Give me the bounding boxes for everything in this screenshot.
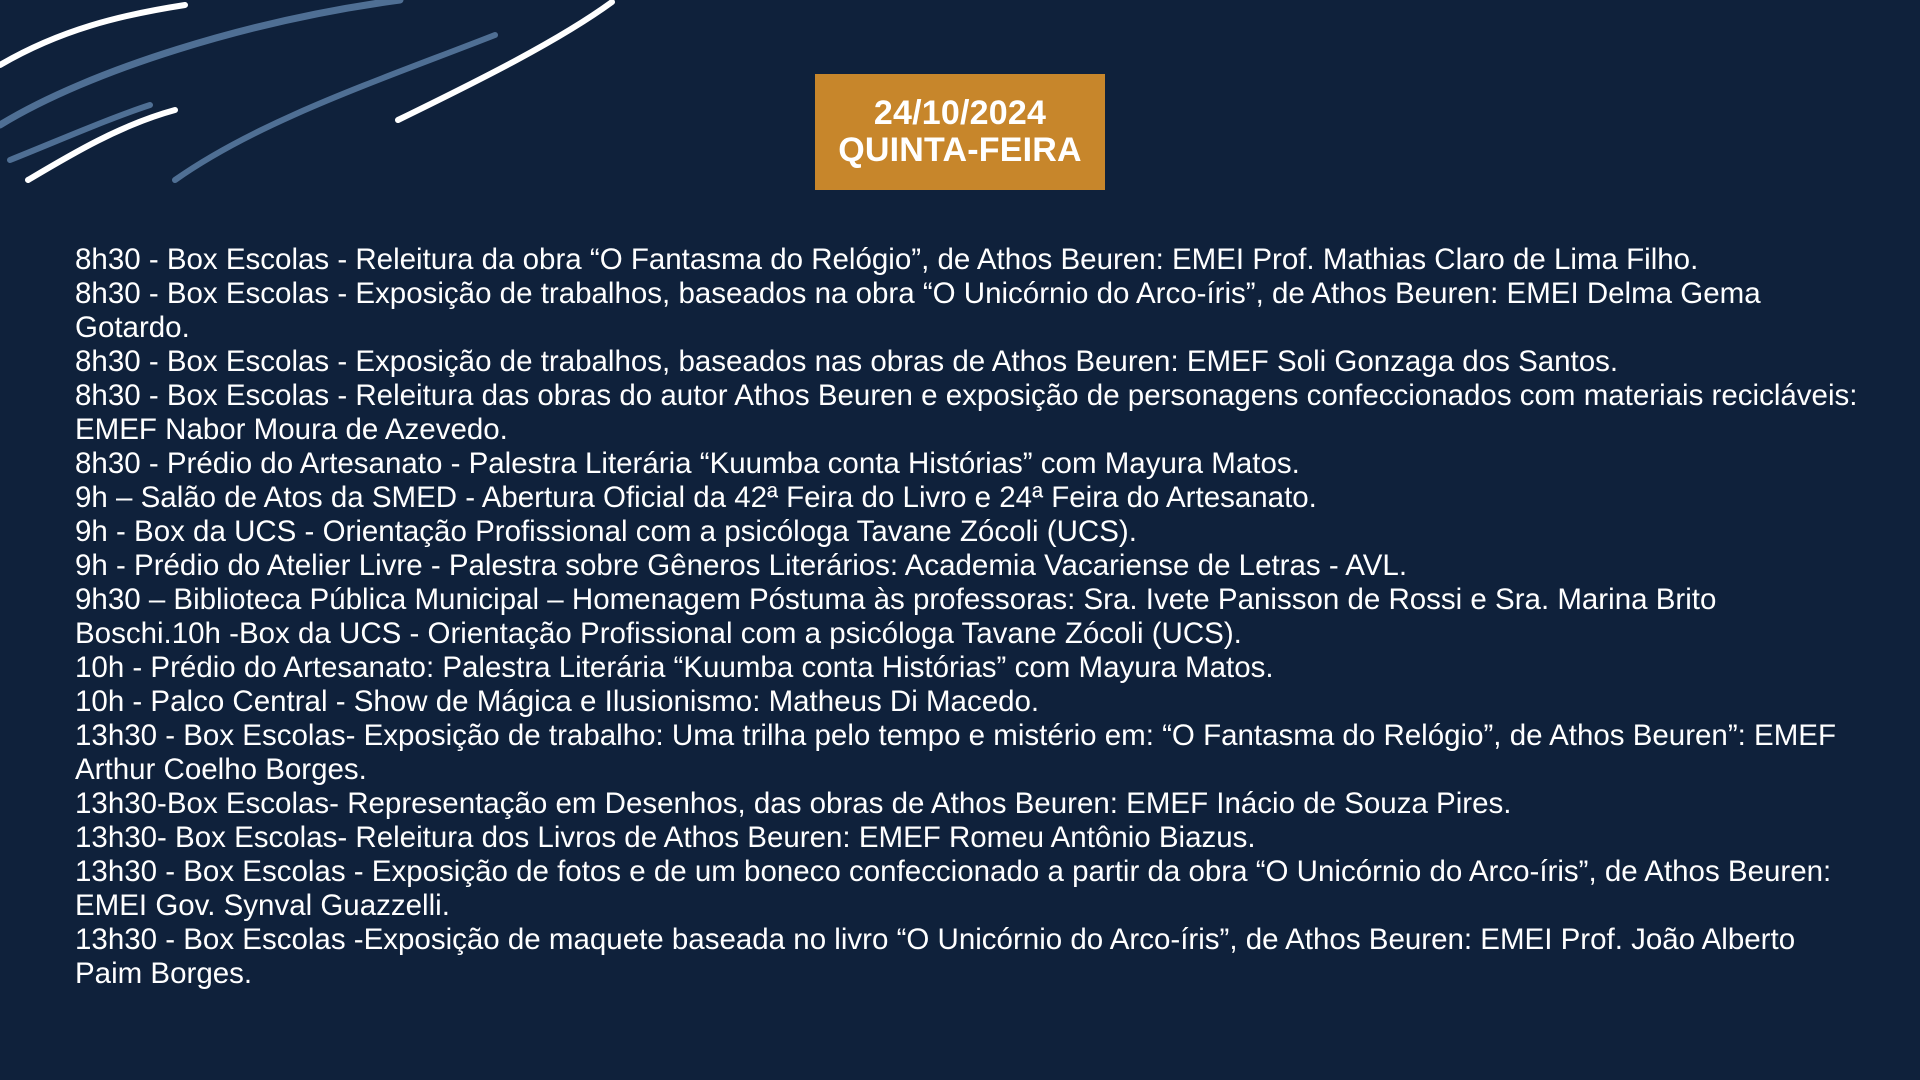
schedule-item: 9h – Salão de Atos da SMED - Abertura Oficial da 42ª Feira do Livro e 24ª Feira do Artesanato.: [75, 481, 1317, 514]
schedule-item: 13h30 - Box Escolas - Exposição de fotos e de um boneco confeccionado a partir da obra “O Unicórnio do Arco-íris”, de Athos Beuren: EMEI Gov. Synval Guazzelli.: [75, 855, 1832, 922]
schedule-item: 8h30 - Box Escolas - Releitura das obras do autor Athos Beuren e exposição de personagens confeccionados com materiais recicláveis: EMEF Nabor Moura de Azevedo.: [75, 379, 1858, 446]
schedule-item: 13h30 - Box Escolas -Exposição de maquete baseada no livro “O Unicórnio do Arco-íris”, de Athos Beuren: EMEI Prof. João Alberto Paim Borges.: [75, 923, 1796, 990]
schedule-item: 13h30- Box Escolas- Releitura dos Livros de Athos Beuren: EMEF Romeu Antônio Biazus.: [75, 821, 1256, 854]
schedule-item: 8h30 - Box Escolas - Exposição de trabalhos, baseados na obra “O Unicórnio do Arco-íris”, de Athos Beuren: EMEI Delma Gema Gotardo.: [75, 277, 1761, 344]
schedule-item: 10h - Prédio do Artesanato: Palestra Literária “Kuumba conta Histórias” com Mayura Matos.: [75, 651, 1274, 684]
schedule-item: 9h - Prédio do Atelier Livre - Palestra sobre Gêneros Literários: Academia Vacariense de Letras - AVL.: [75, 549, 1408, 582]
wave-stroke-5: [175, 35, 495, 180]
event-date: 24/10/2024: [873, 94, 1047, 132]
wave-stroke-2: [0, 0, 400, 125]
schedule-item: 13h30-Box Escolas- Representação em Desenhos, das obras de Athos Beuren: EMEF Inácio de Souza Pires.: [75, 787, 1512, 820]
decorative-waves: [0, 0, 640, 200]
schedule-list: [75, 243, 1865, 991]
schedule-item: 8h30 - Box Escolas - Releitura da obra “O Fantasma do Relógio”, de Athos Beuren: EMEI Prof. Mathias Claro de Lima Filho.: [75, 243, 1699, 276]
schedule-item: 8h30 - Prédio do Artesanato - Palestra Literária “Kuumba conta Histórias” com Mayura Matos.: [75, 447, 1300, 480]
schedule-item: 8h30 - Box Escolas - Exposição de trabalhos, baseados nas obras de Athos Beuren: EMEF Soli Gonzaga dos Santos.: [75, 345, 1619, 378]
schedule-item: 9h - Box da UCS - Orientação Profissional com a psicóloga Tavane Zócoli (UCS).: [75, 515, 1137, 548]
date-badge: [815, 74, 1105, 190]
schedule-item: 13h30 - Box Escolas- Exposição de trabalho: Uma trilha pelo tempo e mistério em: “O Fantasma do Relógio”, de Athos Beuren”: EMEF Arthur Coelho Borges.: [75, 719, 1836, 786]
schedule-item: 9h30 – Biblioteca Pública Municipal – Homenagem Póstuma às professoras: Sra. Ivete Panisson de Rossi e Sra. Marina Brito Boschi.10h -Box da UCS - Orientação Profissional com a psicóloga Tavane Zócoli (UCS).: [75, 583, 1717, 650]
schedule-item: 10h - Palco Central - Show de Mágica e Ilusionismo: Matheus Di Macedo.: [75, 685, 1040, 718]
event-weekday: QUINTA-FEIRA: [838, 131, 1082, 169]
